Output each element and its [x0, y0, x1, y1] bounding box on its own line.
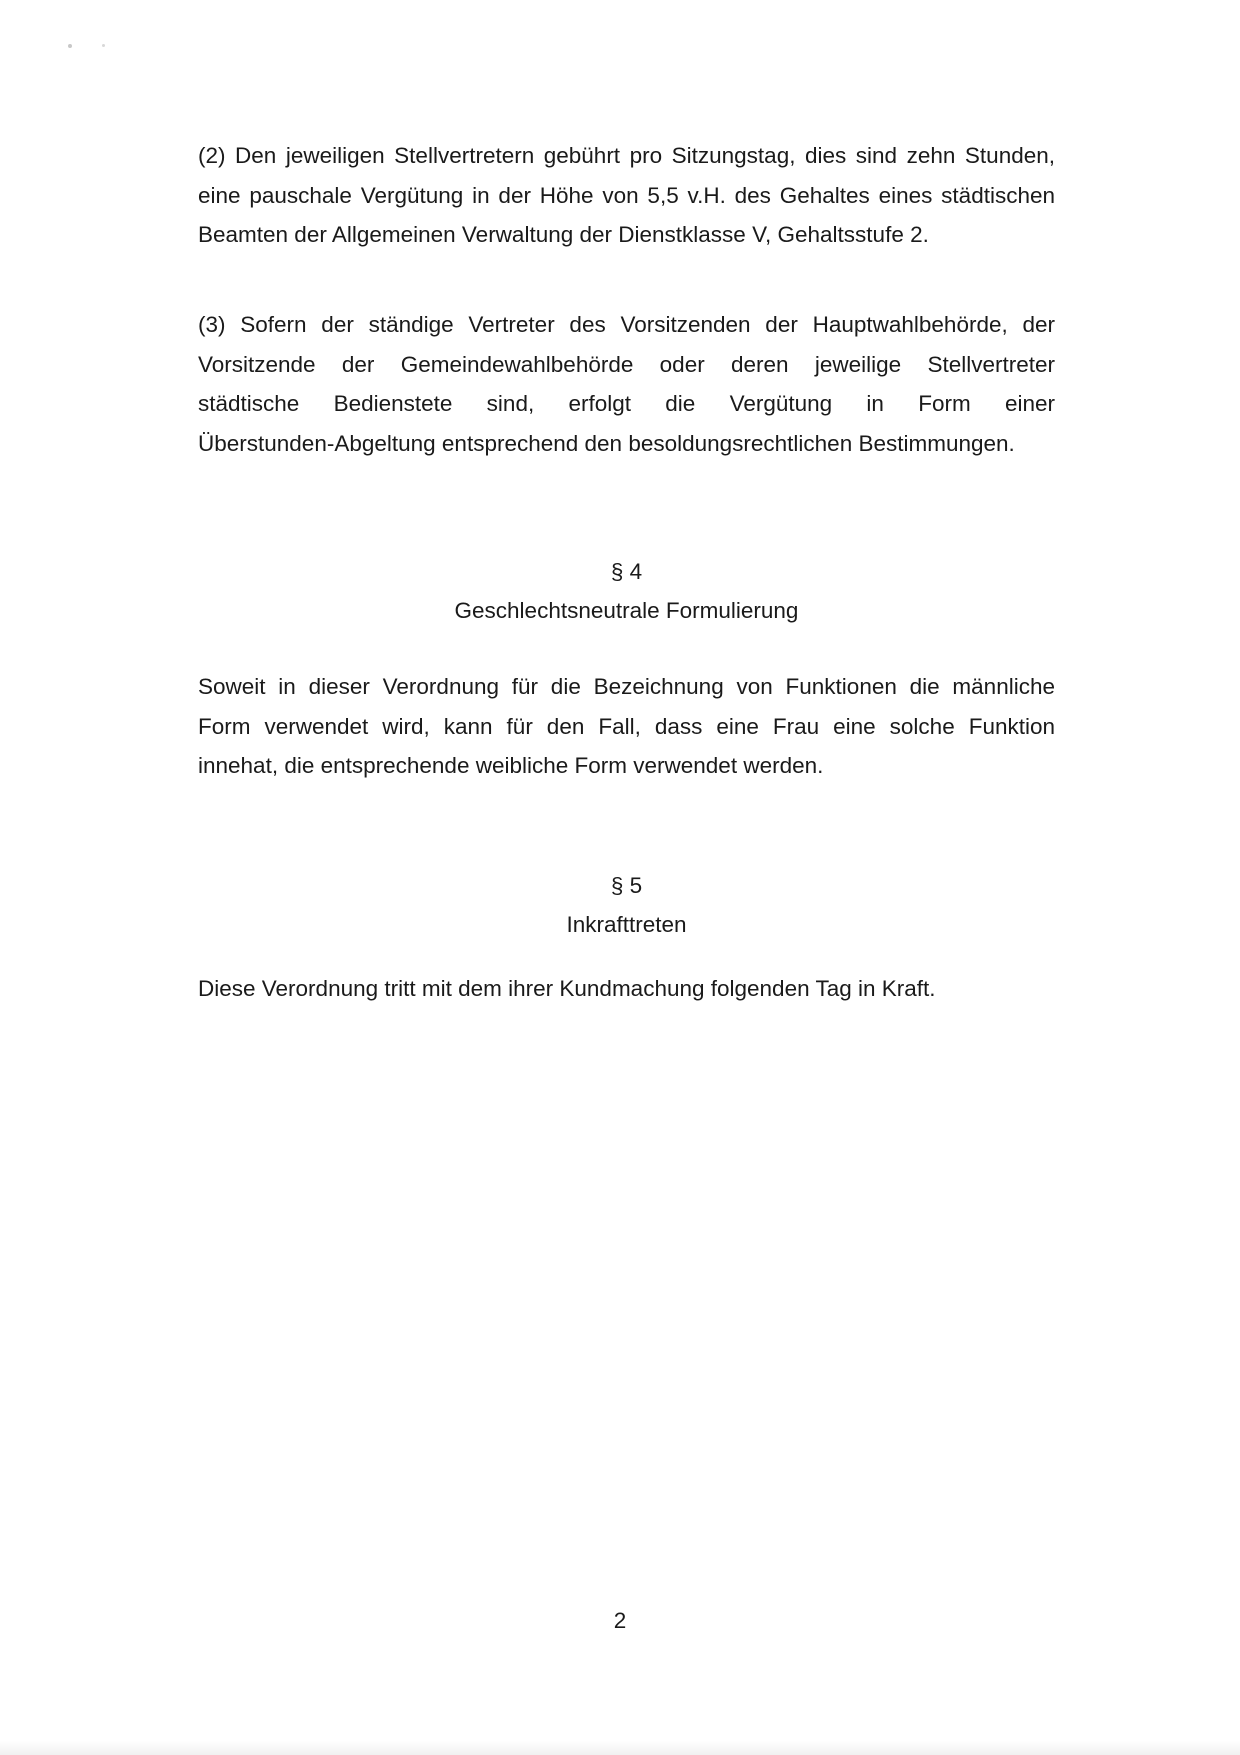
- paragraph-2: [198, 136, 1055, 255]
- page-number: 2: [613, 1608, 627, 1633]
- text-line: eine pauschale Vergütung in der Höhe von 5,5 v.H. des Gehaltes eines städtischen: [198, 182, 1055, 208]
- scan-edge: [0, 1741, 1240, 1755]
- text-line: Soweit in dieser Verordnung für die Bezeichnung von Funktionen die männliche: [198, 674, 1055, 699]
- text-line: Diese Verordnung tritt mit dem ihrer Kundmachung folgenden Tag in Kraft.: [198, 976, 936, 1001]
- text-line: städtische Bedienstete sind, erfolgt die Vergütung in Form einer: [198, 391, 1055, 416]
- section-5-body: [198, 969, 1055, 1009]
- text-line: innehat, die entsprechende weibliche Form verwendet werden.: [198, 753, 824, 778]
- text-line: Vorsitzende der Gemeindewahlbehörde oder deren jeweilige Stellvertreter: [198, 351, 1055, 377]
- text-line: Beamten der Allgemeinen Verwaltung der Dienstklasse V, Gehaltsstufe 2.: [198, 222, 929, 247]
- section-5-number: § 5: [610, 873, 643, 898]
- text-line: (2) Den jeweiligen Stellvertretern gebührt pro Sitzungstag, dies sind zehn Stunden,: [198, 143, 1055, 168]
- text-line: (3) Sofern der ständige Vertreter des Vorsitzenden der Hauptwahlbehörde, der: [198, 312, 1055, 337]
- text-line: Form verwendet wird, kann für den Fall, dass eine Frau eine solche Funktion: [198, 713, 1055, 739]
- scan-dot: [68, 44, 72, 48]
- section-5-title: Inkrafttreten: [566, 912, 687, 937]
- section-4-body: [198, 667, 1055, 786]
- text-line: Überstunden-Abgeltung entsprechend den besoldungsrechtlichen Bestimmungen.: [198, 430, 1015, 456]
- section-4-title: Geschlechtsneutrale Formulierung: [454, 598, 799, 623]
- section-4-number: § 4: [610, 559, 643, 584]
- paragraph-3: [198, 305, 1055, 463]
- scan-dot: [102, 44, 105, 47]
